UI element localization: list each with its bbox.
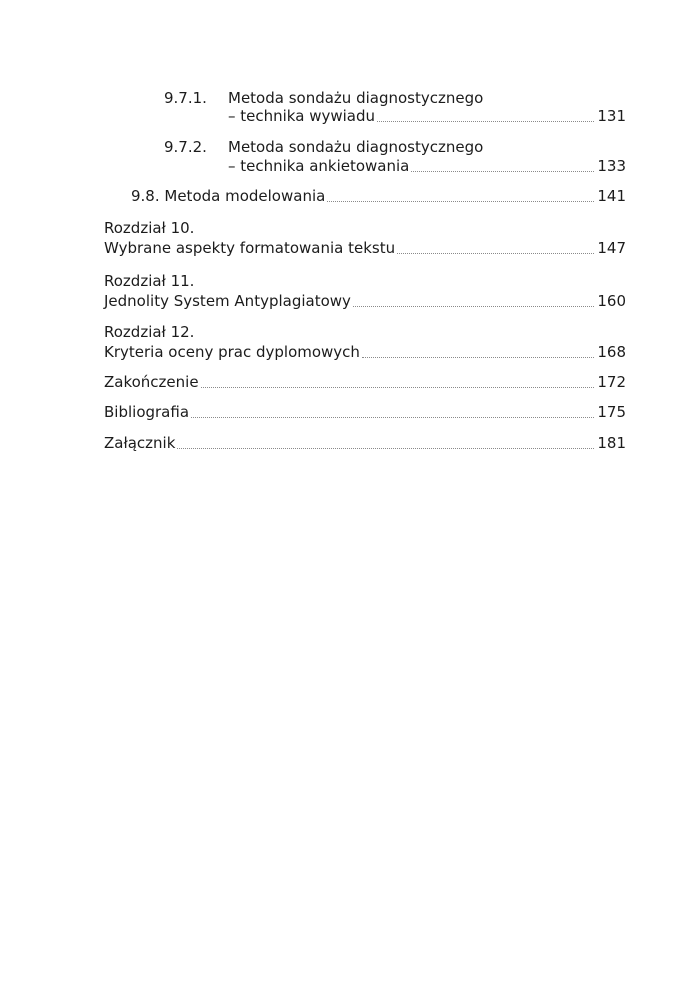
toc-page-number: 172 [597, 373, 626, 391]
toc-entry-title: 9.8. Metoda modelowania [131, 187, 326, 205]
toc-entry-bibliografia[interactable] [104, 400, 626, 422]
toc-entry-number: 9.7.1. [164, 89, 207, 107]
toc-page-number: 181 [597, 434, 626, 452]
dot-leader [397, 253, 594, 254]
toc-entry-title: Zakończenie [104, 373, 199, 391]
dot-leader [177, 448, 594, 449]
toc-entry-title: Kryteria oceny prac dyplomowych [104, 343, 360, 361]
toc-entry-chapter-10[interactable] [104, 236, 626, 258]
toc-chapter-label: Rozdział 11. [104, 272, 195, 290]
toc-chapter-label: Rozdział 12. [104, 323, 195, 341]
dot-leader [327, 201, 594, 202]
toc-entry-number: 9.7.2. [164, 138, 207, 156]
dot-leader [362, 357, 594, 358]
toc-entry-zakonczenie[interactable] [104, 370, 626, 392]
toc-entry-9-8[interactable] [131, 184, 626, 206]
toc-entry-9-7-1[interactable] [228, 104, 626, 126]
toc-page-number: 131 [597, 107, 626, 125]
toc-entry-chapter-11[interactable] [104, 289, 626, 311]
toc-entry-title: Metoda sondażu diagnostycznego [228, 89, 484, 107]
toc-page-number: 160 [597, 292, 626, 310]
toc-entry-title: – technika ankietowania [228, 157, 410, 175]
toc-page-number: 175 [597, 403, 626, 421]
dot-leader [191, 417, 594, 418]
dot-leader [201, 387, 595, 388]
toc-page-number: 133 [597, 157, 626, 175]
toc-chapter-label: Rozdział 10. [104, 219, 195, 237]
dot-leader [377, 121, 594, 122]
dot-leader [353, 306, 594, 307]
toc-page-number: 168 [597, 343, 626, 361]
toc-entry-title: Metoda sondażu diagnostycznego [228, 138, 484, 156]
toc-entry-title: Bibliografia [104, 403, 190, 421]
toc-entry-title: Jednolity System Antyplagiatowy [104, 292, 351, 310]
toc-entry-title: Wybrane aspekty formatowania tekstu [104, 239, 396, 257]
toc-entry-title: – technika wywiadu [228, 107, 375, 125]
toc-entry-chapter-12[interactable] [104, 340, 626, 362]
toc-page-number: 141 [597, 187, 626, 205]
dot-leader [411, 171, 594, 172]
toc-entry-zalacznik[interactable] [104, 431, 626, 453]
toc-page-number: 147 [597, 239, 626, 257]
toc-entry-title: Załącznik [104, 434, 176, 452]
toc-entry-9-7-2[interactable] [228, 154, 626, 176]
